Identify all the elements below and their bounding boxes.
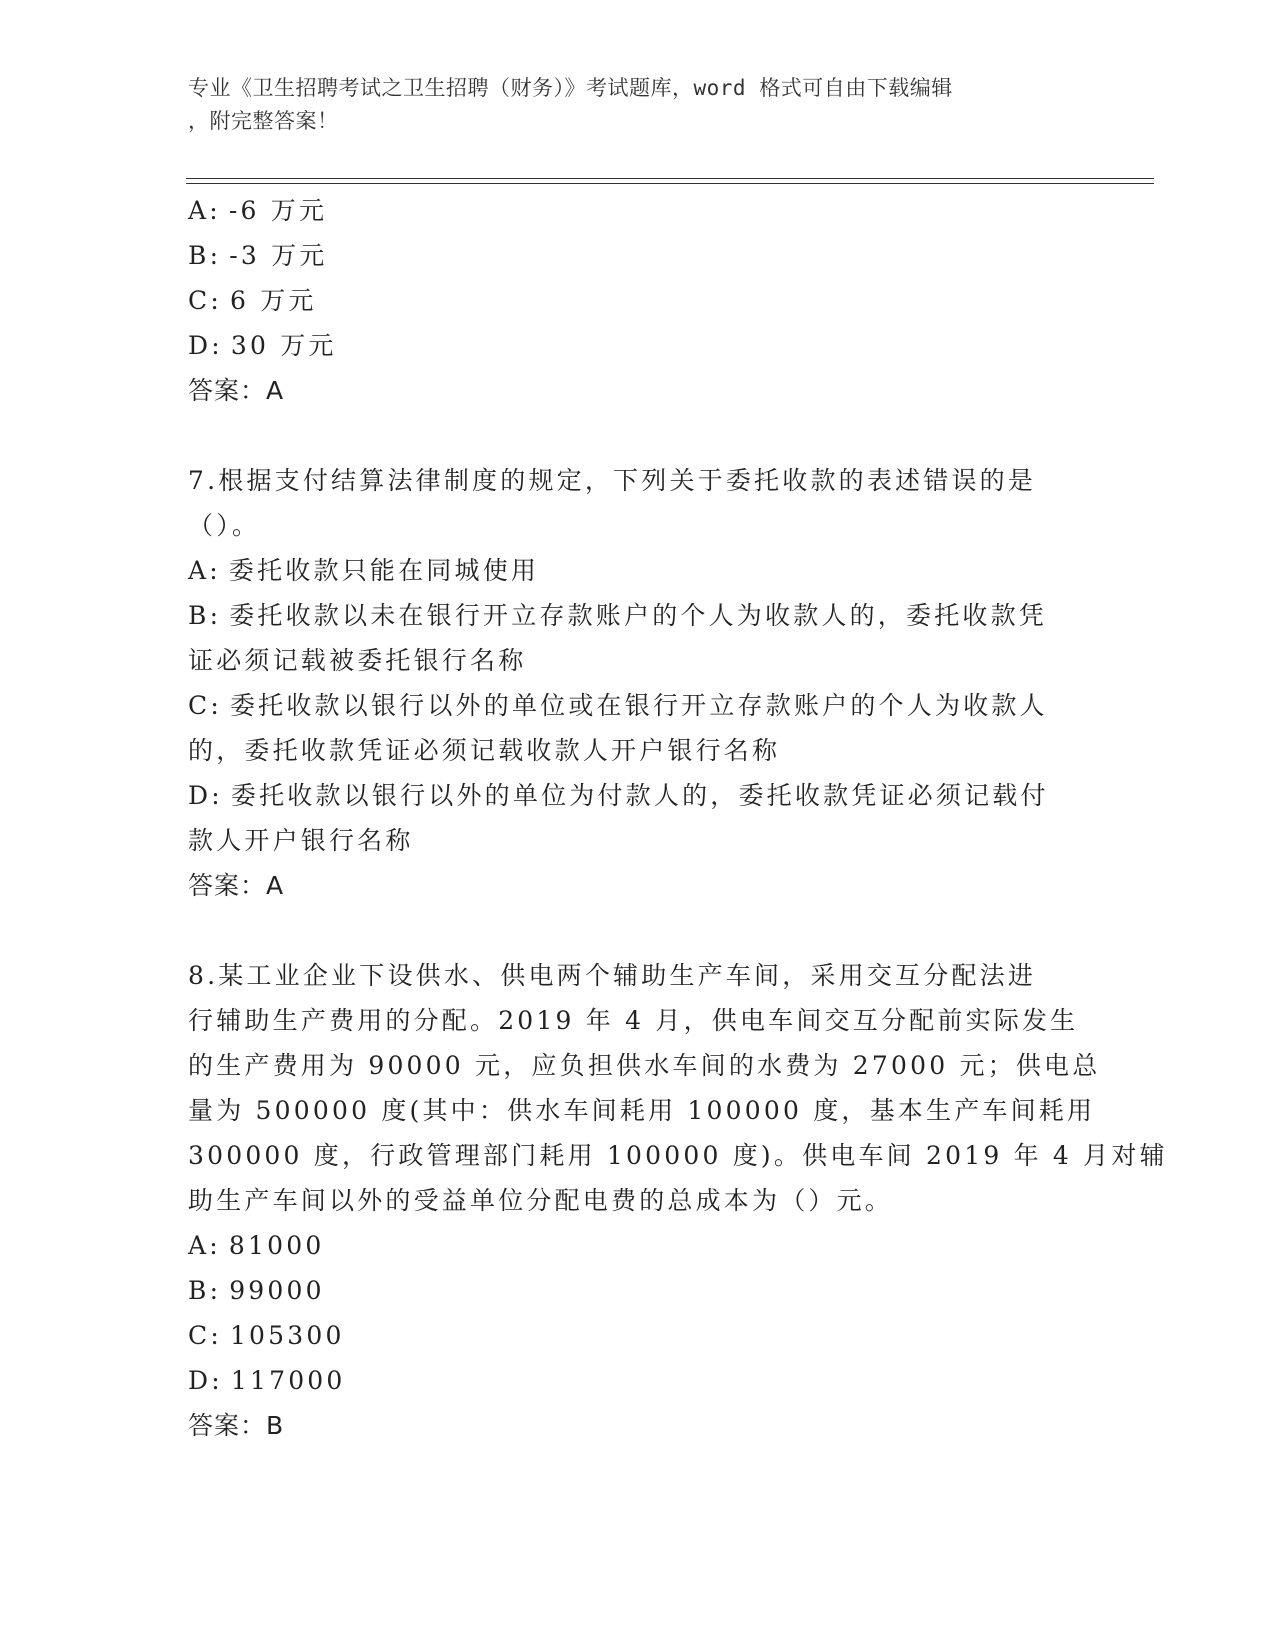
- option-text: -3 万元: [229, 241, 328, 270]
- option-c-continued: 的，委托收款凭证必须记载收款人开户银行名称: [188, 736, 781, 765]
- option-key: C:: [188, 691, 222, 720]
- option-key: C:: [188, 286, 222, 315]
- option-d-continued: 款人开户银行名称: [188, 826, 414, 855]
- option-key: B:: [188, 241, 222, 270]
- option-text: 委托收款以银行以外的单位或在银行开立存款账户的个人为收款人: [229, 691, 1048, 720]
- option-b: [188, 601, 1047, 631]
- option-d: [188, 781, 1049, 811]
- answer-line: 答案：A: [188, 871, 285, 900]
- option-c: [188, 286, 317, 316]
- question-8-stem-line-6: 助生产车间以外的受益单位分配电费的总成本为（）元。: [188, 1186, 894, 1215]
- option-key: D:: [188, 781, 223, 810]
- option-key: D:: [188, 331, 223, 360]
- option-d: [188, 331, 337, 361]
- question-7-stem-line-1: 7.根据支付结算法律制度的规定，下列关于委托收款的表述错误的是: [188, 466, 1037, 495]
- option-text: 81000: [228, 1231, 325, 1260]
- option-key: D:: [188, 1366, 223, 1395]
- question-8-stem-line-3: 的生产费用为 90000 元，应负担供水车间的水费为 27000 元；供电总: [188, 1051, 1101, 1080]
- option-text: 6 万元: [229, 286, 317, 315]
- question-8-stem-line-2: 行辅助生产费用的分配。2019 年 4 月，供电车间交互分配前实际发生: [188, 1006, 1079, 1035]
- option-a: [188, 196, 327, 226]
- option-key: B:: [188, 1276, 222, 1305]
- answer-line: 答案：B: [188, 1411, 285, 1440]
- option-c: [188, 1321, 345, 1351]
- question-7-stem-line-2: （）。: [188, 511, 261, 540]
- option-text: 委托收款以银行以外的单位为付款人的，委托收款凭证必须记载付: [230, 781, 1049, 810]
- option-b: [188, 241, 328, 271]
- option-b: [188, 1276, 325, 1306]
- option-text: -6 万元: [228, 196, 328, 225]
- option-d: [188, 1366, 346, 1396]
- option-text: 117000: [230, 1366, 346, 1395]
- document-header: [188, 72, 1088, 138]
- question-8-stem-line-4: 量为 500000 度(其中：供水车间耗用 100000 度，基本生产车间耗用: [188, 1096, 1096, 1125]
- option-b-continued: 证必须记载被委托银行名称: [188, 646, 527, 675]
- option-key: A:: [188, 556, 221, 585]
- question-8-stem-line-5: 300000 度，行政管理部门耗用 100000 度)。供电车间 2019 年 4 月对辅: [188, 1141, 1168, 1170]
- option-key: A:: [188, 1231, 221, 1260]
- option-text: 99000: [229, 1276, 325, 1305]
- answer-line: 答案：A: [188, 376, 285, 405]
- option-text: 委托收款只能在同城使用: [228, 556, 540, 585]
- header-line-1: 专业《卫生招聘考试之卫生招聘（财务）》考试题库，word 格式可自由下载编辑: [188, 76, 953, 100]
- question-8-stem-line-1: 8.某工业企业下设供水、供电两个辅助生产车间，采用交互分配法进: [188, 961, 1037, 990]
- option-text: 105300: [229, 1321, 345, 1350]
- option-c: [188, 691, 1048, 721]
- option-text: 委托收款以未在银行开立存款账户的个人为收款人的，委托收款凭: [229, 601, 1048, 630]
- option-text: 30 万元: [230, 331, 337, 360]
- option-key: B:: [188, 601, 222, 630]
- header-line-2: ，附完整答案！: [188, 109, 339, 133]
- header-divider-top: [186, 178, 1154, 179]
- option-a: [188, 1231, 324, 1261]
- option-key: C:: [188, 1321, 222, 1350]
- header-divider-bottom: [186, 183, 1154, 184]
- option-key: A:: [188, 196, 221, 225]
- option-a: [188, 556, 539, 586]
